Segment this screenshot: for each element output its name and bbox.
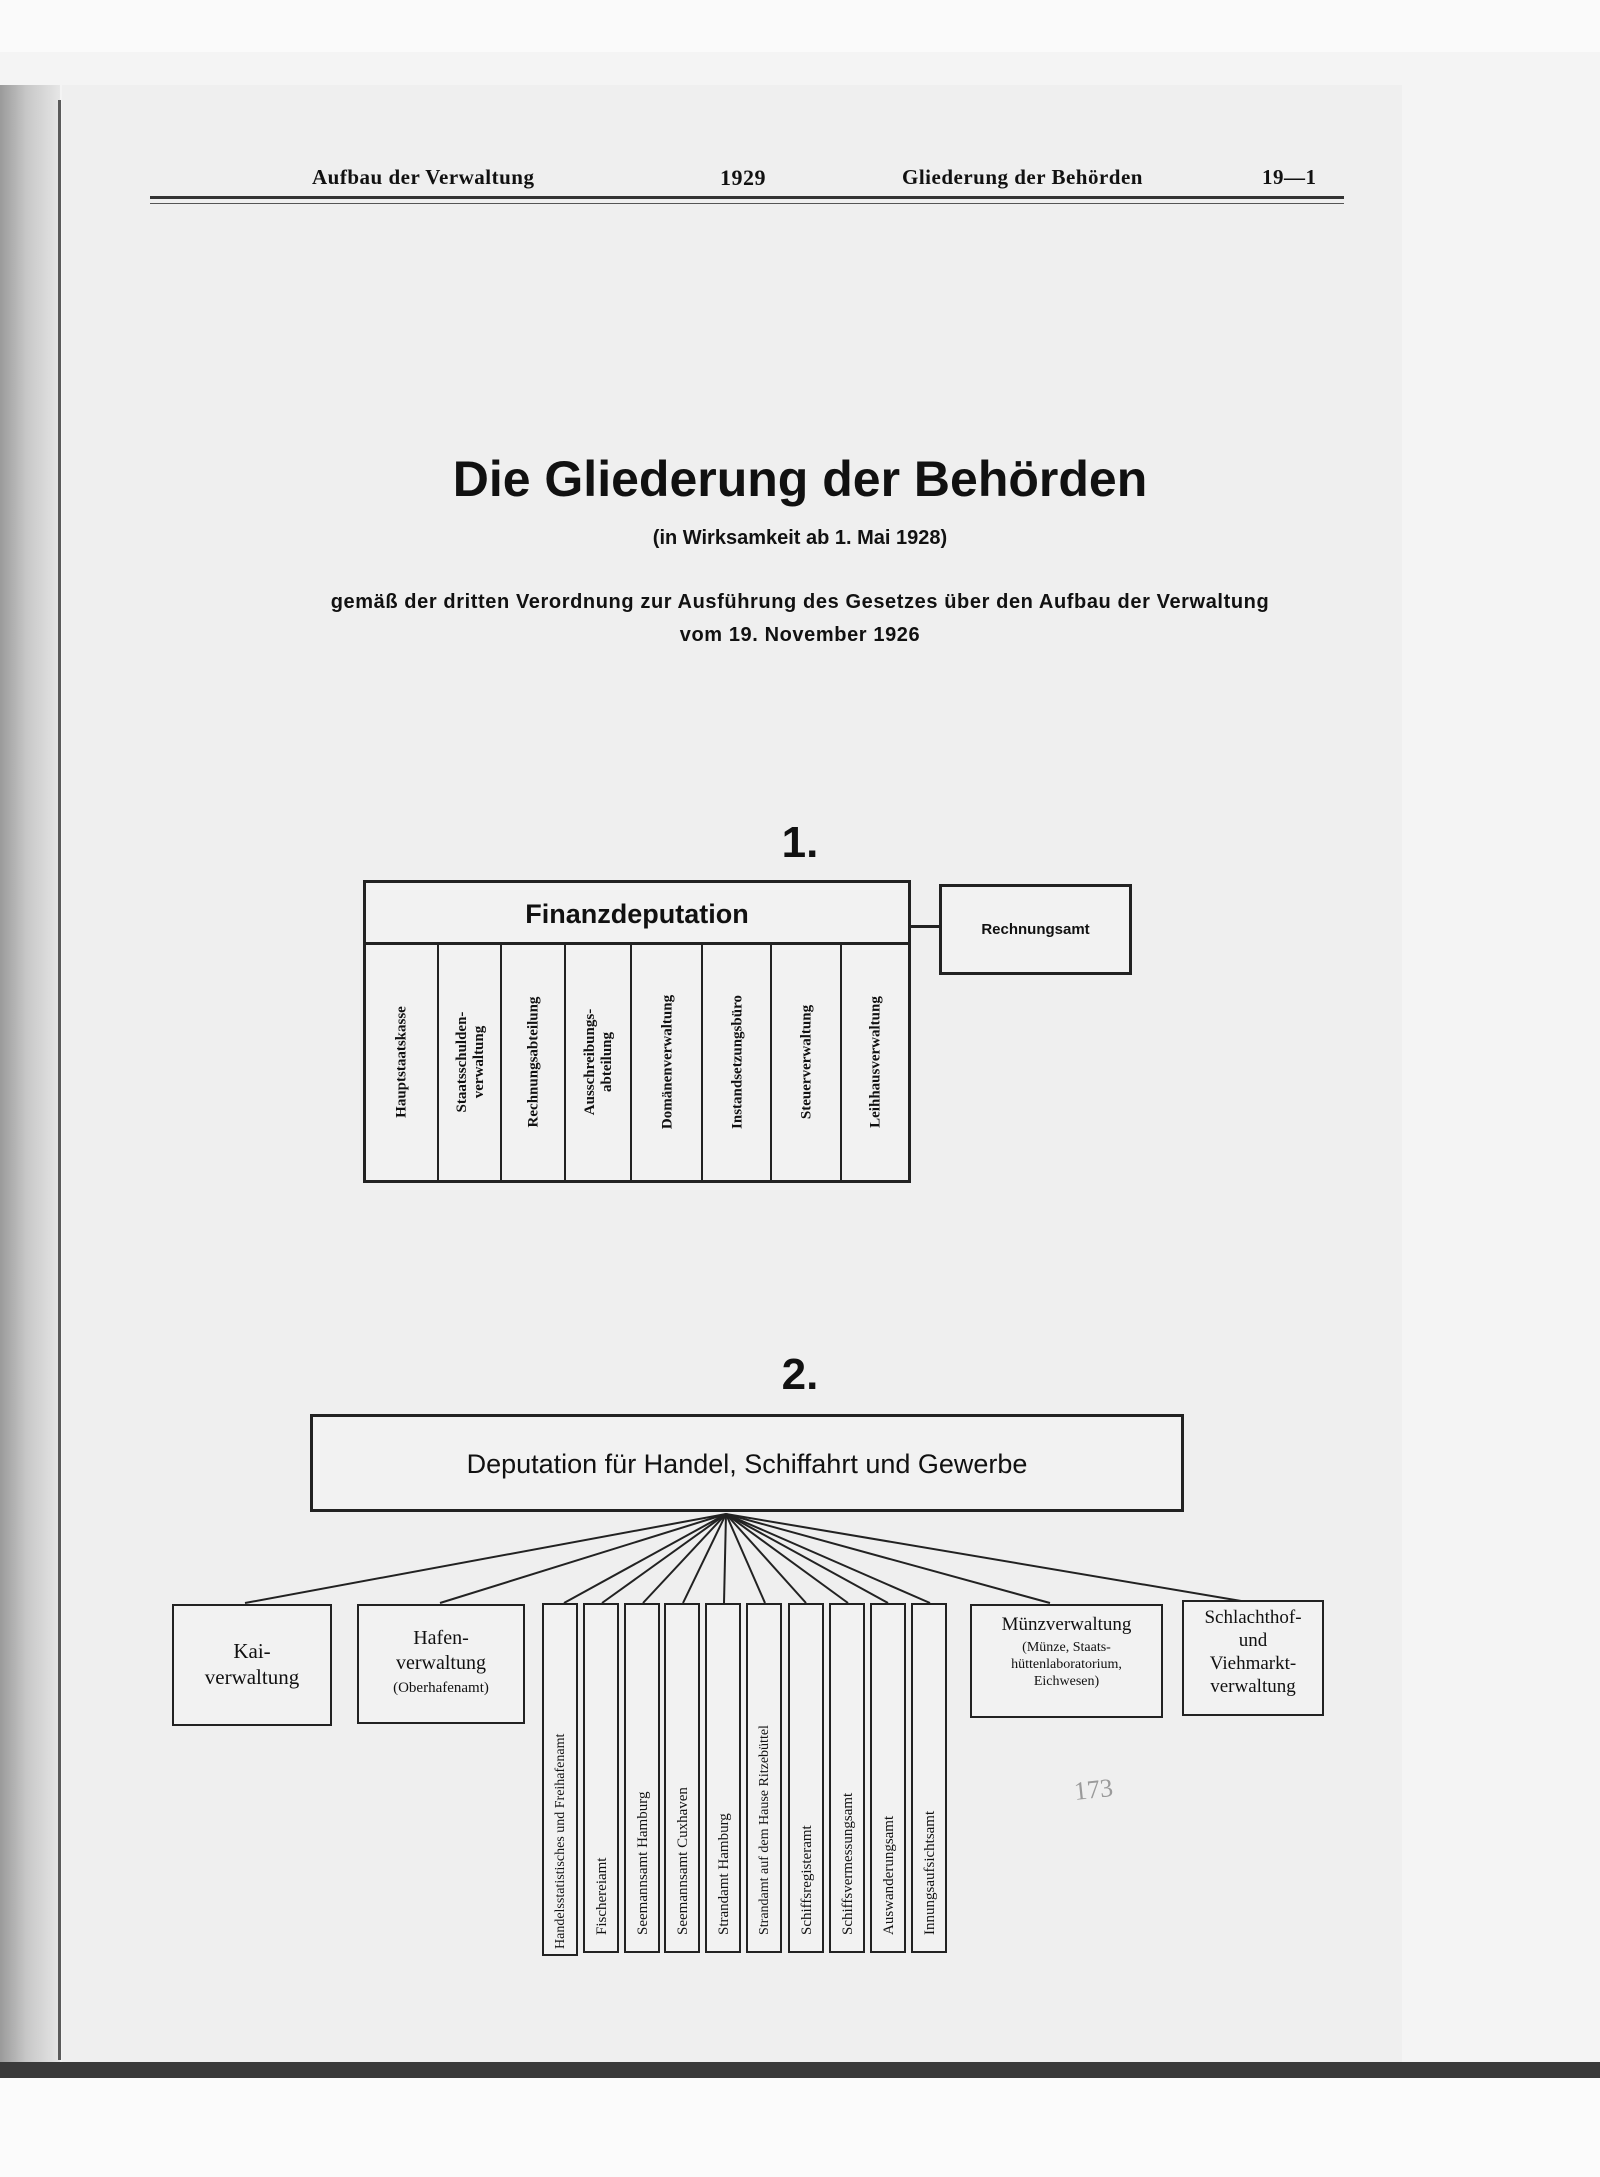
section-2-strip xyxy=(624,1603,660,1953)
header-left: Aufbau der Verwaltung xyxy=(312,165,535,189)
section-2-strip-label: Auswanderungsamt xyxy=(881,1815,897,1935)
kaiverwaltung-label: Kai- verwaltung xyxy=(204,1639,300,1689)
finanz-column-label: Steuerverwaltung xyxy=(798,1004,815,1120)
section-2-strip xyxy=(829,1603,865,1953)
section-2-strip-label: Handelsstatistisches und Freihafenamt xyxy=(553,1733,568,1949)
section-2-strip-label: Strandamt Hamburg xyxy=(716,1813,732,1935)
page-title: Die Gliederung der Behörden xyxy=(452,451,1148,507)
kaiverwaltung-box xyxy=(172,1604,332,1726)
finanz-column-label: Domänenverwaltung xyxy=(659,994,675,1130)
section-2-strip xyxy=(788,1603,824,1953)
muenzverwaltung-box xyxy=(970,1604,1163,1718)
header-year: 1929 xyxy=(720,165,766,190)
finanz-column-label: Ausschreibungs- abteilung xyxy=(582,1008,615,1116)
schlachthof-box xyxy=(1182,1600,1324,1716)
section-2-strip-label: Seemannsamt Hamburg xyxy=(635,1791,651,1935)
margin-note: 173 xyxy=(1072,1773,1115,1806)
section-2-strip xyxy=(746,1603,782,1953)
section-2-strip xyxy=(542,1603,578,1956)
finanzdeputation-label: Finanzdeputation xyxy=(525,899,749,929)
muenzverwaltung-label: Münzverwaltung (Münze, Staats- hüttenlaboratorium, Eichwesen) xyxy=(1001,1614,1132,1689)
section-2-strip xyxy=(911,1603,947,1953)
page-subtitle: (in Wirksamkeit ab 1. Mai 1928) xyxy=(652,527,948,549)
finanz-column-label: Rechnungsabteilung xyxy=(525,996,542,1128)
intro-line-2: vom 19. November 1926 xyxy=(679,624,921,646)
section-2-strip-label: Fischereiamt xyxy=(594,1857,610,1935)
deputation-handel-label: Deputation für Handel, Schiffahrt und Gewerbe xyxy=(466,1449,1028,1479)
intro-line-1: gemäß der dritten Verordnung zur Ausführung des Gesetzes über den Aufbau der Verwaltung xyxy=(330,591,1270,613)
section-2-strip xyxy=(664,1603,700,1953)
section-2-strip-label: Schiffsvermessungsamt xyxy=(840,1792,856,1935)
finanz-column-label: Leihhausverwaltung xyxy=(867,996,884,1128)
schlachthof-label: Schlachthof- und Viehmarkt- verwaltung xyxy=(1204,1607,1302,1697)
section-2-strip-label: Schiffsregisteramt xyxy=(799,1825,815,1935)
finanz-column-label: Hauptstaatskasse xyxy=(393,1006,409,1118)
section-2-number: 2. xyxy=(781,1350,819,1399)
section-2-strip xyxy=(705,1603,741,1953)
rechnungsamt-label: Rechnungsamt xyxy=(981,921,1090,938)
header-page: 19—1 xyxy=(1262,165,1317,189)
hafenverwaltung-label: Hafen- verwaltung (Oberhafenamt) xyxy=(393,1627,489,1696)
section-2-strip-label: Innungsaufsichtsamt xyxy=(922,1810,938,1935)
hafenverwaltung-box xyxy=(357,1604,525,1724)
section-2-strip-label: Strandamt auf dem Hause Ritzebüttel xyxy=(757,1725,772,1935)
finanz-column-label: Instandsetzungsbüro xyxy=(729,995,745,1129)
section-2-strip xyxy=(870,1603,906,1953)
header-right: Gliederung der Behörden xyxy=(902,165,1143,189)
section-2-strip xyxy=(583,1603,619,1953)
finanz-column-label: Staatsschulden- verwaltung xyxy=(453,1011,487,1113)
section-2-strip-label: Seemannsamt Cuxhaven xyxy=(675,1787,691,1935)
section-1-number: 1. xyxy=(781,818,819,867)
